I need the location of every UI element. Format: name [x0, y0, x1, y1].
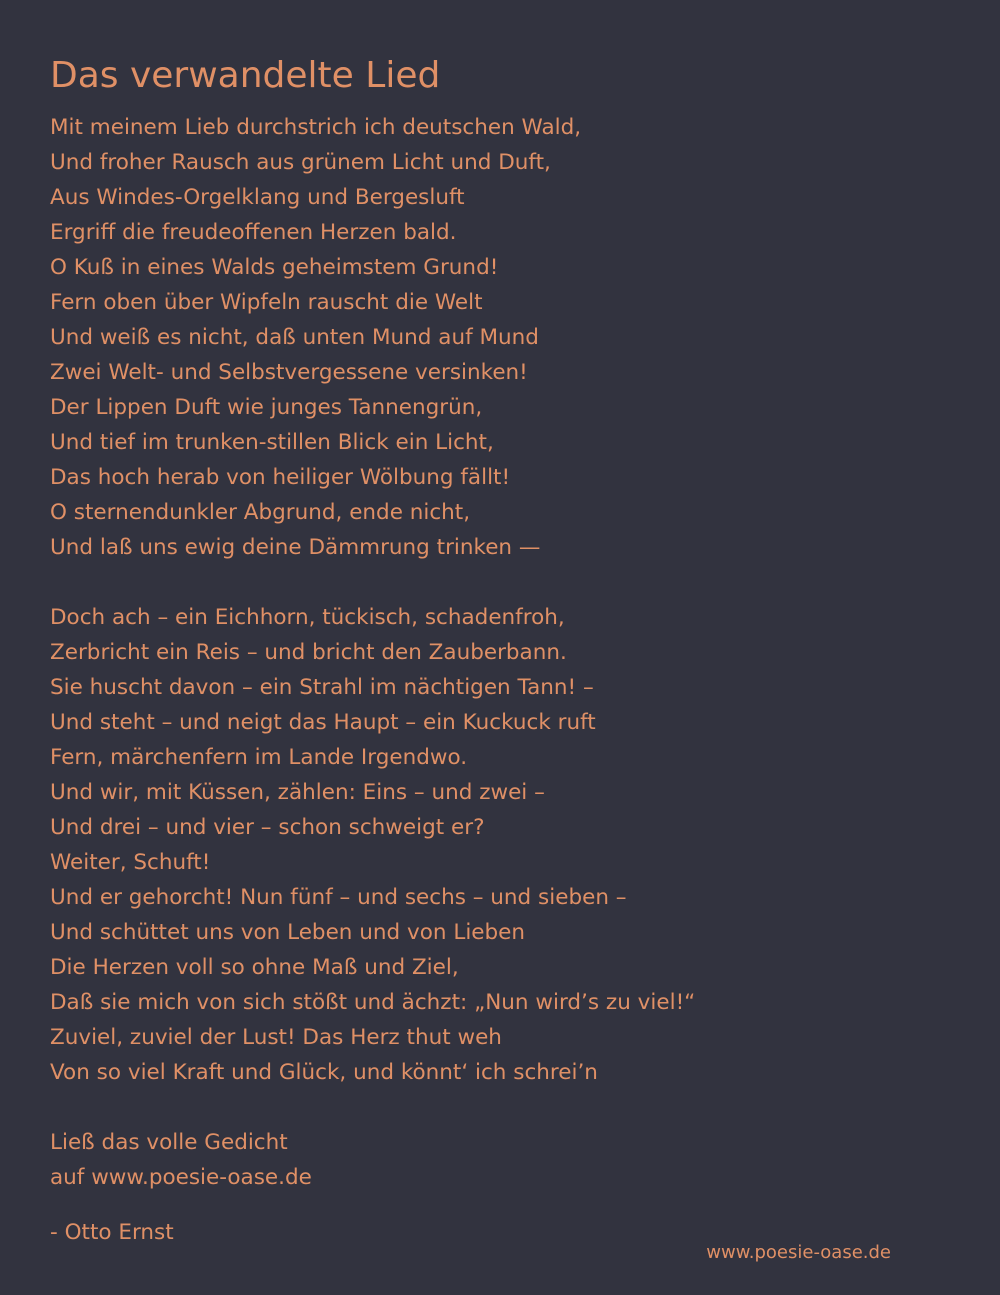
poem-line: Weiter, Schuft! — [50, 850, 211, 875]
stanza-2 — [50, 600, 950, 1090]
poem-line: Fern oben über Wipfeln rauscht die Welt — [50, 290, 483, 315]
poem-line: O sternendunkler Abgrund, ende nicht, — [50, 500, 471, 525]
poem-line: Aus Windes-Orgelklang und Bergesluft — [50, 185, 465, 210]
poem-line: Und steht – und neigt das Haupt – ein Kuckuck ruft — [50, 710, 596, 735]
poem-line: Daß sie mich von sich stößt und ächzt: „Nun wird’s zu viel!“ — [50, 990, 696, 1015]
poem-line: Doch ach – ein Eichhorn, tückisch, schadenfroh, — [50, 605, 565, 630]
poem-line: Und schüttet uns von Leben und von Lieben — [50, 920, 526, 945]
poem-line: Und drei – und vier – schon schweigt er? — [50, 815, 485, 840]
poem-line: Zwei Welt- und Selbstvergessene versinken! — [50, 360, 528, 385]
poem-line: Fern, märchenfern im Lande Irgendwo. — [50, 745, 468, 770]
poem-line: Zerbricht ein Reis – und bricht den Zauberbann. — [50, 640, 567, 665]
poem-body — [50, 110, 950, 1250]
stanza-1 — [50, 110, 950, 565]
poem-line: Die Herzen voll so ohne Maß und Ziel, — [50, 955, 459, 980]
poem-line: Und er gehorcht! Nun fünf – und sechs – und sieben – — [50, 885, 627, 910]
source-note — [50, 1125, 950, 1195]
source-note-line: Ließ das volle Gedicht — [50, 1130, 288, 1155]
poem-line: Und tief im trunken-stillen Blick ein Licht, — [50, 430, 494, 455]
poem-line: Das hoch herab von heiliger Wölbung fällt! — [50, 465, 511, 490]
poem-line: Der Lippen Duft wie junges Tannengrün, — [50, 395, 483, 420]
poem-author: - Otto Ernst — [50, 1220, 174, 1245]
poem-title: Das verwandelte Lied — [50, 55, 441, 96]
poem-line: Zuviel, zuviel der Lust! Das Herz thut weh — [50, 1025, 502, 1050]
poem-line: Von so viel Kraft und Glück, und könnt‘ ich schrei’n — [50, 1060, 598, 1085]
site-watermark: www.poesie-oase.de — [706, 1242, 891, 1263]
poem-line: Und laß uns ewig deine Dämmrung trinken — — [50, 535, 541, 560]
poem-line: O Kuß in eines Walds geheimstem Grund! — [50, 255, 499, 280]
poem-line: Mit meinem Lieb durchstrich ich deutschen Wald, — [50, 115, 582, 140]
poem-line: Und weiß es nicht, daß unten Mund auf Mund — [50, 325, 539, 350]
poem-line: Und froher Rausch aus grünem Licht und Duft, — [50, 150, 551, 175]
poem-line: Und wir, mit Küssen, zählen: Eins – und zwei – — [50, 780, 545, 805]
poem-line: Ergriff die freudeoffenen Herzen bald. — [50, 220, 457, 245]
source-note-link[interactable]: auf www.poesie-oase.de — [50, 1165, 312, 1190]
poem-line: Sie huscht davon – ein Strahl im nächtigen Tann! – — [50, 675, 594, 700]
